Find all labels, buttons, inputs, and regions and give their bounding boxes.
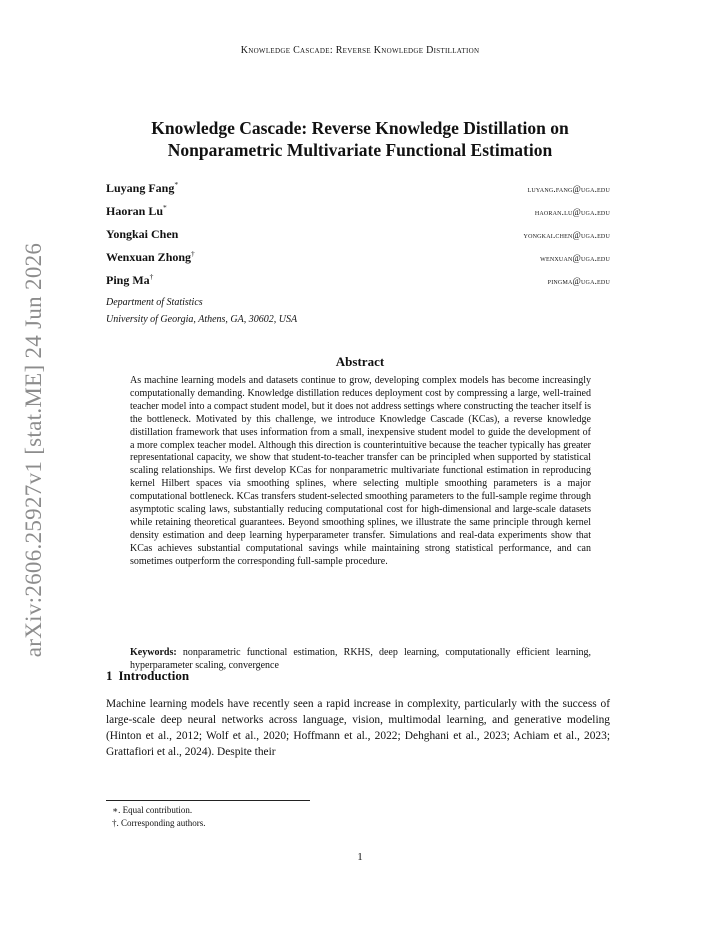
author-name: Haoran Lu* xyxy=(106,203,167,218)
footnote-equal-contribution: ∗. Equal contribution. xyxy=(112,805,193,815)
paper-title xyxy=(100,117,620,161)
author-name: Luyang Fang* xyxy=(106,180,179,195)
running-head: Knowledge Cascade: Reverse Knowledge Distillation xyxy=(240,45,480,56)
author-email[interactable]: luyang.fang@uga.edu xyxy=(527,184,610,194)
author-email[interactable]: wenxuan@uga.edu xyxy=(540,253,610,263)
keywords-text: nonparametric functional estimation, RKHS, deep learning, computationally efficient learning, hyperparameter scaling, convergence xyxy=(130,647,591,671)
author-row xyxy=(106,226,610,242)
author-email[interactable]: pingma@uga.edu xyxy=(547,276,610,286)
author-name: Wenxuan Zhong† xyxy=(106,249,195,264)
section-heading xyxy=(106,668,189,684)
author-row xyxy=(106,272,610,288)
title-line-2: Nonparametric Multivariate Functional Estimation xyxy=(167,140,553,160)
author-row xyxy=(106,203,610,219)
affiliation-department: Department of Statistics xyxy=(106,297,203,308)
author-email[interactable]: yongkai.chen@uga.edu xyxy=(523,230,610,240)
page-number: 1 xyxy=(357,851,363,863)
section-number: 1 xyxy=(106,668,113,683)
footnote-corresponding-authors: †. Corresponding authors. xyxy=(112,818,206,828)
section-title: Introduction xyxy=(118,668,190,683)
author-row xyxy=(106,249,610,265)
author-name: Yongkai Chen xyxy=(106,227,179,241)
keywords-label: Keywords: xyxy=(130,647,177,658)
arxiv-stamp xyxy=(18,242,50,658)
author-email[interactable]: haoran.lu@uga.edu xyxy=(534,207,610,217)
author-name: Ping Ma† xyxy=(106,272,154,287)
author-row xyxy=(106,180,610,196)
affiliation-university: University of Georgia, Athens, GA, 30602, USA xyxy=(106,314,298,325)
intro-paragraph: Machine learning models have recently seen a rapid increase in complexity, particularly with the success of large-scale deep neural networks across language, vision, multimodal learning, and generative modeling (Hinton et al., 2012; Wolf et al., 2020; Hoffmann et al., 2022; Dehghani et al., 2023; Achiam et al., 2023; Grattafiori et al., 2024). Despite their xyxy=(106,698,610,758)
title-line-1: Knowledge Cascade: Reverse Knowledge Distillation on xyxy=(151,118,569,138)
arxiv-stamp-text: arXiv:2606.25927v1 [stat.ME] 24 Jun 2026 xyxy=(21,242,46,658)
abstract-heading: Abstract xyxy=(335,354,385,369)
keywords xyxy=(130,647,591,673)
footnote-rule xyxy=(106,800,310,801)
abstract-text: As machine learning models and datasets continue to grow, developing complex models has become increasingly computationally demanding. Knowledge distillation reduces deployment cost by compressing a large, well-trained teacher model into a compact student model, but it does not address settings where constructing the teacher itself is the bottleneck. Motivated by this challenge, we introduce Knowledge Cascade (KCas), a reverse knowledge distillation framework that uses information from a small, inexpensive student model to guide the development of a more complex teacher model. Although this direction is counterintuitive because the teacher typically has greater representational capacity, we show that student-to-teacher transfer can be principled when supported by statistical scaling relationships. We first develop KCas for nonparametric multivariate functional estimation in reproducing kernel Hilbert spaces via smoothing splines, where selecting multiple smoothing parameters is a major computational bottleneck. KCas transfers student-selected smoothing parameters to the full-sample regime through asymptotic scaling laws, substantially reducing computational cost for high-dimensional and large-scale datasets while retaining theoretical guarantees. Beyond smoothing splines, we illustrate the same principle through kernel density estimation and deep learning hyperparameter transfer. Simulations and real-data experiments show that KCas achieves substantial computational savings while maintaining strong statistical performance, and can sometimes outperform the corresponding full-sample procedure. xyxy=(130,375,591,567)
